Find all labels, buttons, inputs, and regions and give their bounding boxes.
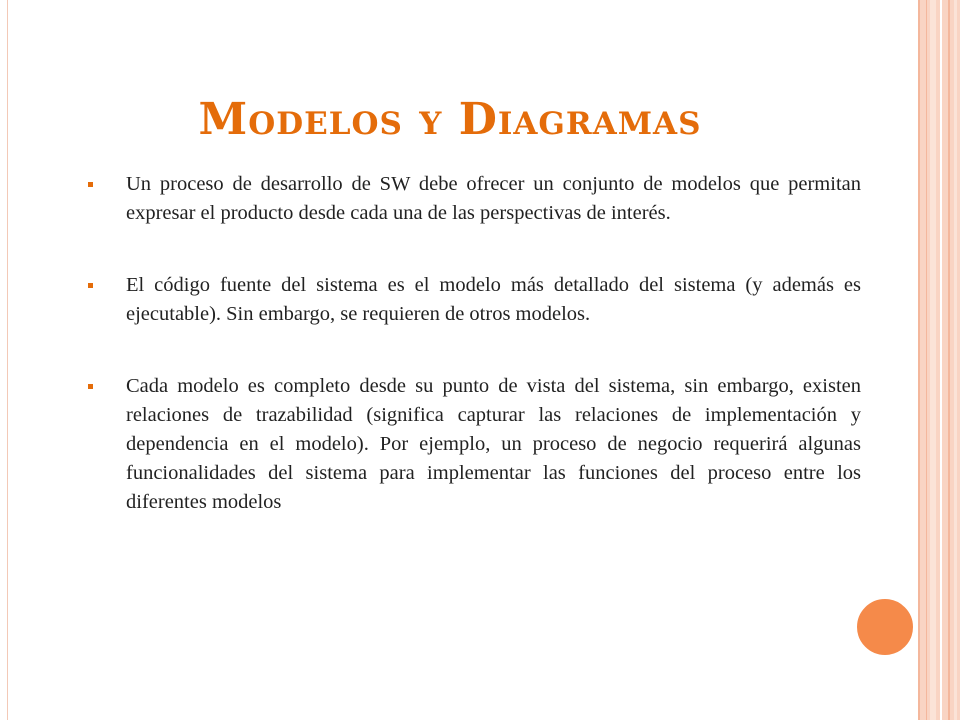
bullet-text: El código fuente del sistema es el modelo más detallado del sistema (y además es ejecutable). Sin embargo, se requieren de otros modelos. (126, 274, 861, 325)
bullet-item (86, 372, 861, 517)
bullet-item (86, 271, 861, 329)
bullet-item (86, 170, 861, 228)
square-bullet-icon (88, 182, 93, 187)
stripe (918, 0, 920, 720)
stripe (940, 0, 942, 720)
stripe (948, 0, 950, 720)
bullet-text: Un proceso de desarrollo de SW debe ofrecer un conjunto de modelos que permitan expresar el producto desde cada una de las perspectivas de interés. (126, 173, 861, 224)
stripe (930, 0, 936, 720)
accent-circle-decoration (855, 597, 915, 657)
right-stripe-decoration (918, 0, 960, 720)
bullet-text: Cada modelo es completo desde su punto de vista del sistema, sin embargo, existen relaciones de trazabilidad (significa capturar las relaciones de implementación y dependencia en el modelo). Por ejemplo, un proceso de negocio requerirá algunas funcionalidades del sistema para implementar las funciones del proceso entre los diferentes modelos (126, 375, 861, 513)
square-bullet-icon (88, 384, 93, 389)
slide-content (86, 170, 861, 560)
stripe (954, 0, 957, 720)
slide-title: Modelos y Diagramas (198, 94, 702, 145)
stripe (926, 0, 927, 720)
square-bullet-icon (88, 283, 93, 288)
bullet-list (86, 170, 861, 517)
